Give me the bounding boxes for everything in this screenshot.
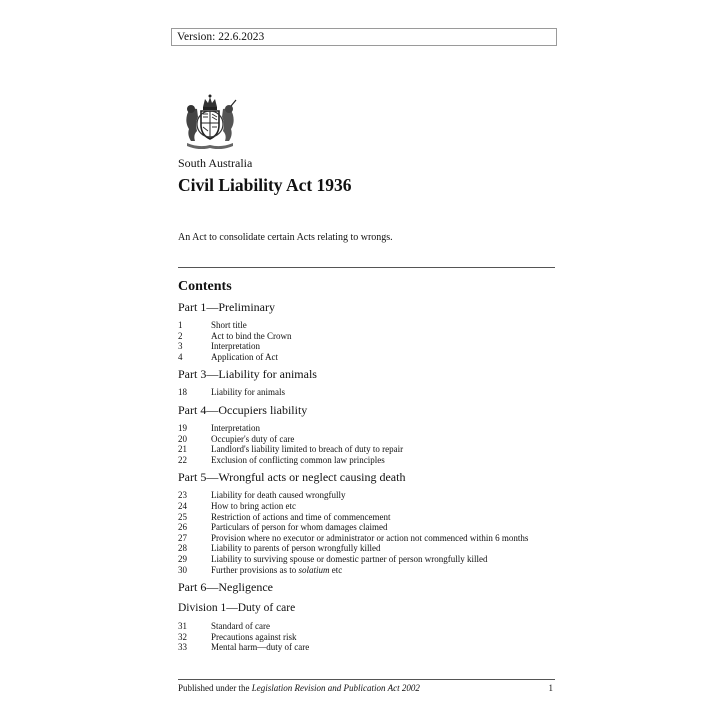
jurisdiction: South Australia <box>178 156 253 170</box>
toc-item[interactable]: 26 Particulars of person for whom damages claimed <box>178 522 388 533</box>
version-label: Version: 22.6.2023 <box>171 28 557 46</box>
toc-item[interactable]: 33 Mental harm—duty of care <box>178 642 310 653</box>
part-heading: Part 1—Preliminary <box>178 300 275 314</box>
toc-item[interactable]: 24 How to bring action etc <box>178 500 296 511</box>
toc-item[interactable]: 4 Application of Act <box>178 351 278 362</box>
toc-item[interactable]: 20 Occupier's duty of care <box>178 433 295 444</box>
footer <box>178 683 555 693</box>
toc-item[interactable]: 25 Restriction of actions and time of commencement <box>178 511 391 522</box>
toc-item[interactable]: 32 Precautions against risk <box>178 631 297 642</box>
divider <box>178 679 555 680</box>
toc-item[interactable]: 29 Liability to surviving spouse or domestic partner of person wrongfully killed <box>178 553 488 564</box>
contents-heading: Contents <box>178 279 232 294</box>
act-title: Civil Liability Act 1936 <box>178 175 352 195</box>
toc-item[interactable]: 23 Liability for death caused wrongfully <box>178 490 346 501</box>
footer-published: Published under the <box>178 683 252 693</box>
part-heading: Part 6—Negligence <box>178 580 273 595</box>
toc-item[interactable]: 27 Provision where no executor or administrator or action not commenced within 6 months <box>178 532 529 543</box>
coat-of-arms-icon <box>179 93 241 149</box>
toc-item[interactable]: 22 Exclusion of conflicting common law principles <box>178 454 385 465</box>
toc-item[interactable]: 19 Interpretation <box>178 422 260 433</box>
division-heading: Division 1—Duty of care <box>178 602 296 615</box>
toc-item[interactable]: 28 Liability to parents of person wrongfully killed <box>178 543 381 554</box>
page-number: 1 <box>548 683 553 693</box>
toc-item[interactable]: 30 Further provisions as to solatium etc <box>178 564 343 575</box>
toc-item[interactable]: 31 Standard of care <box>178 621 270 632</box>
toc-item[interactable]: 21 Landlord's liability limited to breach of duty to repair <box>178 444 404 455</box>
toc-item[interactable]: 18 Liability for animals <box>178 387 285 398</box>
footer-act-name: Legislation Revision and Publication Act 2002 <box>251 683 420 693</box>
toc-item[interactable]: 2 Act to bind the Crown <box>178 330 292 341</box>
toc-item[interactable]: 1 Short title <box>178 320 247 330</box>
toc-item[interactable]: 3 Interpretation <box>178 341 260 352</box>
part-heading: Part 4—Occupiers liability <box>178 402 308 417</box>
part-heading: Part 5—Wrongful acts or neglect causing death <box>178 470 406 485</box>
divider <box>178 267 555 268</box>
table-of-contents <box>178 300 558 658</box>
long-title: An Act to consolidate certain Acts relating to wrongs. <box>178 232 393 243</box>
part-heading: Part 3—Liability for animals <box>178 367 317 382</box>
